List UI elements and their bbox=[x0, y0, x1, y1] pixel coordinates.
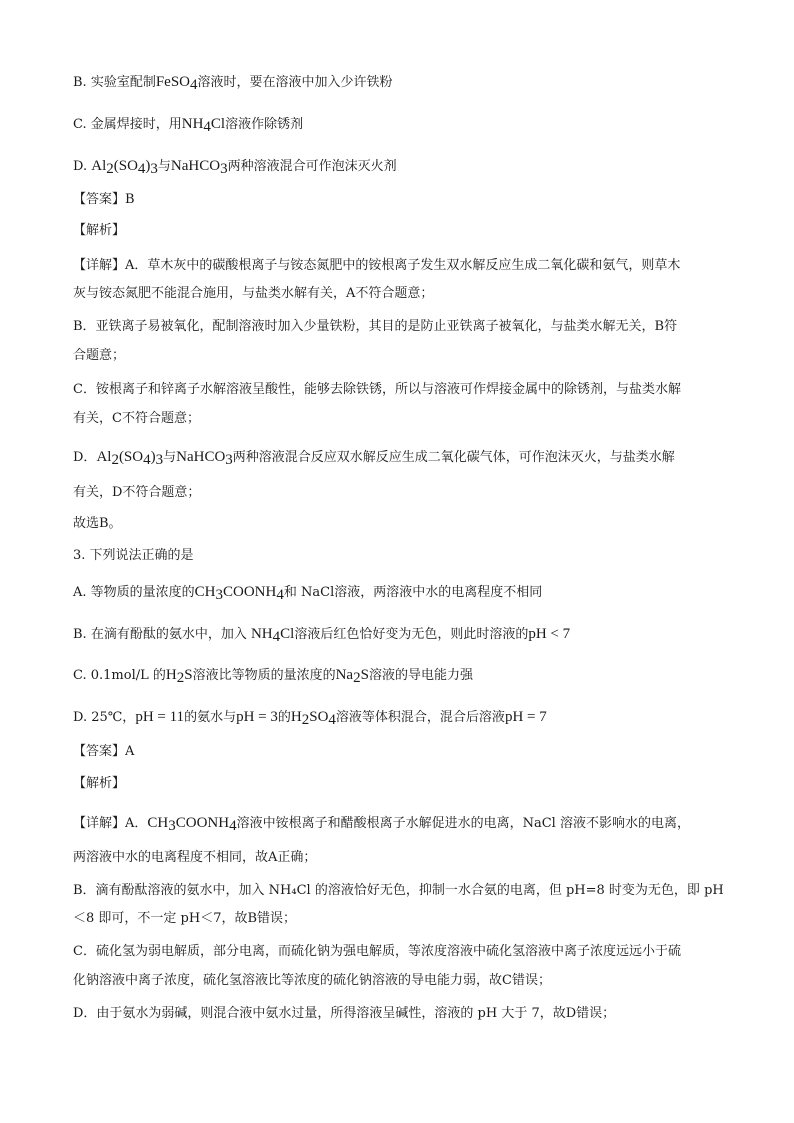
formula: CH bbox=[147, 815, 169, 831]
formula: NaHCO bbox=[176, 449, 226, 465]
q3-detail-b-2: ＜8 即可，不一定 pH＜7，故B错误； bbox=[73, 911, 297, 926]
option-text: A. 等物质的量浓度的 bbox=[73, 585, 195, 600]
formula: Cl bbox=[280, 626, 295, 642]
q3-stem: 3. 下列说法正确的是 bbox=[73, 548, 194, 563]
option-text: 溶液后红色恰好变为无色，则此时溶液的 bbox=[294, 627, 529, 642]
q2-option-d bbox=[73, 157, 733, 176]
formula-sub: 2 bbox=[106, 161, 114, 177]
option-text: 溶液作除锈剂 bbox=[225, 117, 304, 132]
formula: COONH bbox=[175, 815, 230, 831]
q3-detail-c-2: 化钠溶液中离子浓度，硫化氢溶液比等浓度的硫化钠溶液的导电能力弱，故C错误； bbox=[73, 973, 551, 988]
formula-sub: 4 bbox=[190, 77, 198, 93]
formula: ) bbox=[150, 449, 156, 465]
formula: ) bbox=[145, 158, 151, 174]
option-text: 溶液比等物质的量浓度的 bbox=[192, 668, 336, 683]
formula: S bbox=[184, 667, 193, 683]
option-text: 溶液等体积混合，混合后溶液 bbox=[335, 710, 505, 725]
q2-detail-a-2: 灰与铵态氮肥不能混合施用，与盐类水解有关，A不符合题意； bbox=[73, 286, 434, 301]
q2-detail-b-2: 合题意； bbox=[73, 348, 126, 363]
q2-detail-d-1 bbox=[73, 448, 733, 467]
formula: S bbox=[360, 667, 369, 683]
formula: NH bbox=[181, 116, 204, 132]
formula: H bbox=[290, 709, 302, 725]
option-text: C. 0.1mol/L 的 bbox=[73, 668, 166, 683]
formula-sub: 2 bbox=[353, 670, 361, 686]
formula: FeSO bbox=[155, 74, 191, 90]
option-text: 两种溶液混合可作泡沫灭火剂 bbox=[227, 159, 397, 174]
formula: (SO bbox=[118, 449, 144, 465]
formula: NaCl bbox=[301, 585, 335, 600]
q2-option-c bbox=[73, 115, 733, 134]
q3-answer: 【答案】A bbox=[73, 744, 135, 759]
formula: H bbox=[165, 667, 177, 683]
q2-detail-c-1: C．铵根离子和锌离子水解溶液呈酸性，能够去除铁锈，所以与溶液可作焊接金属中的除锈剂，与盐类水解 bbox=[73, 382, 681, 397]
q2-detail-b-1: B．亚铁离子易被氧化，配制溶液时加入少量铁粉，其目的是防止亚铁离子被氧化，与盐类水解无关，B符 bbox=[73, 319, 678, 334]
formula-sub: 4 bbox=[272, 629, 281, 645]
q3-option-d bbox=[73, 708, 733, 727]
option-text: B. 实验室配制 bbox=[73, 75, 156, 90]
option-text: 的 bbox=[277, 710, 291, 725]
formula: Al bbox=[96, 449, 112, 465]
formula-sub: 4 bbox=[143, 452, 151, 468]
option-text: 的氨水与 bbox=[184, 710, 237, 725]
formula: Al bbox=[91, 158, 107, 174]
formula-sub: 4 bbox=[328, 712, 336, 728]
q3-analysis-label: 【解析】 bbox=[73, 776, 126, 791]
formula-sub: 3 bbox=[168, 818, 176, 834]
q3-detail-a-2: 两溶液中水的电离程度不相同，故A正确； bbox=[73, 850, 317, 865]
q2-detail-d-2: 有关，D不符合题意； bbox=[73, 485, 201, 500]
formula: COONH bbox=[223, 584, 277, 600]
formula-sub: 4 bbox=[137, 161, 146, 177]
formula-sub: 3 bbox=[150, 161, 158, 177]
q2-conclusion: 故选B。 bbox=[73, 516, 122, 531]
option-text: D. 25℃， bbox=[73, 710, 136, 725]
option-text: B. 在滴有酚酞的氨水中，加入 bbox=[73, 627, 247, 642]
option-text: 与 bbox=[157, 159, 171, 174]
q3-detail-a-1 bbox=[73, 814, 733, 833]
formula: pH = 11 bbox=[135, 709, 185, 725]
detail-text: 与 bbox=[163, 450, 177, 465]
formula: (SO bbox=[113, 158, 138, 174]
formula: NaHCO bbox=[170, 158, 221, 174]
formula-sub: 3 bbox=[155, 452, 164, 468]
option-text: 和 bbox=[283, 585, 297, 600]
formula: Na bbox=[335, 667, 354, 683]
formula-sub: 2 bbox=[301, 712, 310, 728]
q3-detail-b-1: B．滴有酚酞溶液的氨水中，加入 NH₄Cl 的溶液恰好无色，抑制一水合氨的电离，但 pH=8 时变为无色，即 pH bbox=[73, 883, 724, 898]
formula: CH bbox=[194, 584, 216, 600]
formula: pH = 7 bbox=[504, 709, 547, 725]
formula-sub: 4 bbox=[203, 119, 211, 135]
formula-sub: 3 bbox=[215, 587, 223, 603]
option-text: 溶液，两溶液中水的电离程度不相同 bbox=[334, 585, 543, 600]
detail-text: D． bbox=[73, 450, 97, 465]
q2-detail-a-1: 【详解】A．草木灰中的碳酸根离子与铵态氮肥中的铵根离子发生双水解反应生成二氧化碳和氨气，则草木 bbox=[73, 258, 681, 273]
detail-text: 【详解】A． bbox=[73, 816, 148, 831]
formula: pH < 7 bbox=[528, 626, 571, 642]
q3-detail-d-1: D．由于氨水为弱碱，则混合液中氨水过量，所得溶液呈碱性，溶液的 pH 大于 7，故D错误； bbox=[73, 1006, 616, 1021]
option-text: D. bbox=[73, 159, 88, 174]
formula-sub: 4 bbox=[276, 587, 284, 603]
q2-answer: 【答案】B bbox=[73, 192, 135, 207]
formula: NH bbox=[250, 626, 273, 642]
q3-option-c bbox=[73, 666, 733, 685]
formula: pH = 3 bbox=[236, 709, 278, 725]
q3-option-b bbox=[73, 625, 733, 644]
q2-detail-c-2: 有关，C不符合题意； bbox=[73, 411, 200, 426]
option-text: C. 金属焊接时，用 bbox=[73, 117, 182, 132]
q2-option-b bbox=[73, 73, 733, 92]
q3-option-a bbox=[73, 583, 733, 602]
formula-sub: 4 bbox=[229, 818, 237, 834]
q2-analysis-label: 【解析】 bbox=[73, 223, 126, 238]
option-text: 溶液的导电能力强 bbox=[368, 668, 473, 683]
detail-text: 两种溶液混合反应双水解反应生成二氧化碳气体，可作泡沫灭火，与盐类水解 bbox=[232, 450, 675, 465]
formula-sub: 2 bbox=[176, 670, 185, 686]
formula-sub: 3 bbox=[225, 452, 233, 468]
formula: SO bbox=[309, 709, 329, 725]
formula-sub: 2 bbox=[111, 452, 119, 468]
q3-detail-c-1: C．硫化氢为弱电解质，部分电离，而硫化钠为强电解质，等浓度溶液中硫化氢溶液中离子浓度远远小于硫 bbox=[73, 944, 681, 959]
formula-sub: 3 bbox=[220, 161, 228, 177]
formula: Cl bbox=[210, 116, 226, 132]
option-text: 溶液时，要在溶液中加入少许铁粉 bbox=[197, 75, 393, 90]
detail-text: 溶液中铵根离子和醋酸根离子水解促进水的电离，NaCl 溶液不影响水的电离， bbox=[236, 816, 690, 831]
